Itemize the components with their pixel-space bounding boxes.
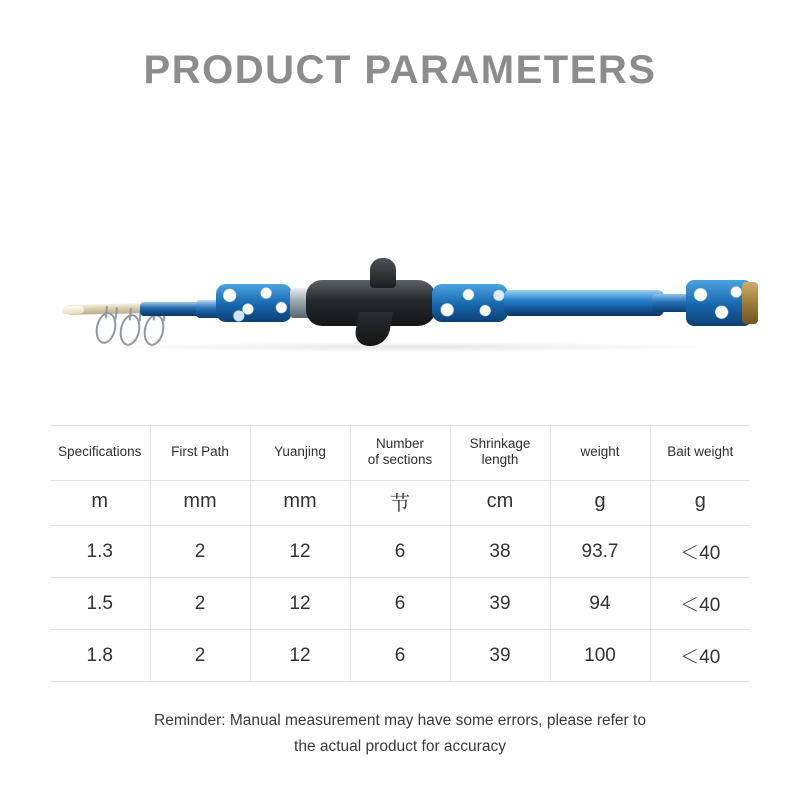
cell-yuanjing: 12	[250, 526, 350, 578]
cell-first-path: 2	[150, 526, 250, 578]
rod-segment-upper	[140, 302, 202, 316]
cell-bait-weight: ＜40	[650, 578, 750, 630]
brass-end-cap	[742, 282, 758, 324]
cell-first-path: 2	[150, 630, 250, 682]
unit-number-of-sections: 节	[350, 481, 450, 526]
table-units-row	[50, 481, 750, 526]
specifications-table	[50, 425, 750, 682]
cell-shrinkage-length: 39	[450, 578, 550, 630]
column-header-first-path: First Path	[150, 426, 250, 481]
rod-butt-shaft	[504, 290, 664, 316]
cell-specifications: 1.5	[50, 578, 150, 630]
cell-shrinkage-length: 38	[450, 526, 550, 578]
cell-yuanjing: 12	[250, 578, 350, 630]
cell-weight: 94	[550, 578, 650, 630]
line-guide-icon	[93, 310, 119, 345]
product-image	[40, 250, 760, 390]
column-header-bait-weight: Bait weight	[650, 426, 750, 481]
reminder-line-1: Reminder: Manual measurement may have some errors, please refer to	[154, 712, 646, 729]
specifications-table-wrapper	[50, 425, 750, 682]
cell-weight: 100	[550, 630, 650, 682]
reminder-note	[0, 708, 800, 760]
cell-weight: 93.7	[550, 526, 650, 578]
cell-specifications: 1.3	[50, 526, 150, 578]
table-row	[50, 630, 750, 682]
column-header-shrinkage-length: Shrinkage length	[450, 426, 550, 481]
cell-bait-weight: ＜40	[650, 526, 750, 578]
unit-shrinkage-length: cm	[450, 481, 550, 526]
rod-butt-taper	[652, 294, 690, 312]
cell-specifications: 1.8	[50, 630, 150, 682]
cell-first-path: 2	[150, 578, 250, 630]
cell-number-of-sections: 6	[350, 630, 450, 682]
reel-seat-hood	[370, 258, 396, 288]
unit-yuanjing: mm	[250, 481, 350, 526]
camo-fore-grip	[216, 284, 292, 322]
cell-number-of-sections: 6	[350, 578, 450, 630]
cell-number-of-sections: 6	[350, 526, 450, 578]
cell-shrinkage-length: 39	[450, 630, 550, 682]
pistol-grip-trigger	[353, 312, 393, 346]
table-row	[50, 526, 750, 578]
rod-shadow	[100, 342, 720, 352]
rod-tip-end	[62, 306, 84, 315]
column-header-specifications: Specifications	[50, 426, 150, 481]
column-header-number-of-sections: Number of sections	[350, 426, 450, 481]
table-row	[50, 578, 750, 630]
camo-rear-grip	[432, 284, 508, 322]
cell-bait-weight: ＜40	[650, 630, 750, 682]
cell-yuanjing: 12	[250, 630, 350, 682]
column-header-weight: weight	[550, 426, 650, 481]
page-title: PRODUCT PARAMETERS	[143, 48, 657, 92]
reminder-line-2: the actual product for accuracy	[294, 738, 506, 755]
unit-specifications: m	[50, 481, 150, 526]
table-header-row	[50, 426, 750, 481]
unit-weight: g	[550, 481, 650, 526]
column-header-yuanjing: Yuanjing	[250, 426, 350, 481]
unit-bait-weight: g	[650, 481, 750, 526]
unit-first-path: mm	[150, 481, 250, 526]
